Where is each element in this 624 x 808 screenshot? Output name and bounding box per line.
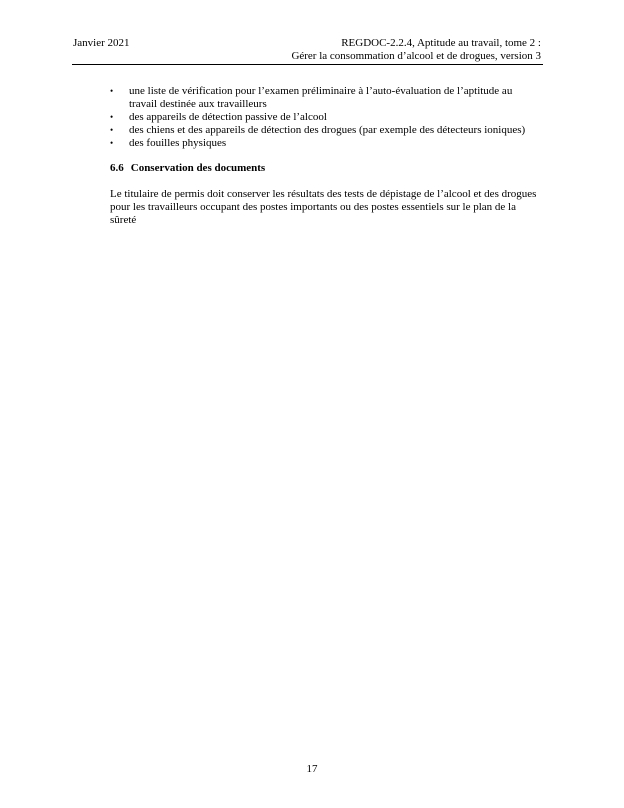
bullet-item [110,85,540,111]
bullet-item [110,124,540,137]
section-number: 6.6 [110,162,124,174]
bullet-text: des appareils de détection passive de l’alcool [129,111,327,123]
header-title-line-1: REGDOC-2.2.4, Aptitude au travail, tome 2 : [341,37,541,49]
bullet-item [110,137,540,150]
header-title-line-2: Gérer la consommation d’alcool et de drogues, version 3 [291,50,541,62]
bullet-text: des fouilles physiques [129,137,227,149]
header-date: Janvier 2021 [73,37,130,49]
header-divider [72,64,543,65]
bullet-text: une liste de vérification pour l’examen préliminaire à l’auto-évaluation de l’aptitude au travail destinée aux travailleurs [129,85,513,110]
section-title: Conservation des documents [130,162,266,174]
bullet-symbol: • [110,125,114,135]
bullet-list [110,85,540,150]
page-number: 17 [306,763,318,775]
bullet-item [110,111,540,124]
bullet-symbol: • [110,86,114,96]
section-heading [110,162,265,175]
bullet-symbol: • [110,138,114,148]
header-document-title [291,37,541,63]
bullet-symbol: • [110,112,114,122]
bullet-text: des chiens et des appareils de détection des drogues (par exemple des détecteurs ioniques) [129,124,526,136]
section-paragraph: Le titulaire de permis doit conserver les résultats des tests de dépistage de l’alcool et des drogues pour les travailleurs occupant des postes importants ou des postes essentiels sur le plan de la sûreté [110,188,537,226]
